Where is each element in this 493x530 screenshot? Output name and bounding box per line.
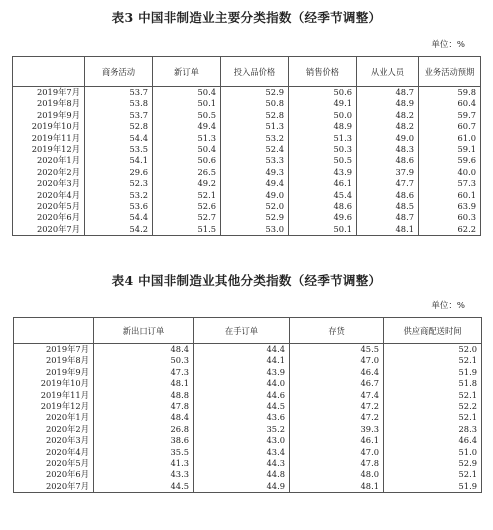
value-cell: 48.9: [289, 121, 357, 132]
table4-header-row: [14, 318, 482, 344]
value-cell: 49.0: [221, 190, 289, 201]
table4-header-cell: 存货: [290, 318, 384, 344]
table4-row: [14, 447, 482, 458]
value-cell: 48.3: [357, 144, 419, 155]
table3-row: [13, 98, 481, 109]
value-cell: 54.4: [85, 133, 153, 144]
value-cell: 43.3: [94, 469, 194, 480]
table3-row: [13, 167, 481, 178]
table3-header-cell: [13, 57, 85, 87]
table4-unit: 单位：%: [431, 301, 465, 311]
table4-header-cell: 新出口订单: [94, 318, 194, 344]
value-cell: 51.9: [384, 481, 482, 493]
value-cell: 50.1: [153, 98, 221, 109]
value-cell: 47.4: [290, 390, 384, 401]
month-cell: 2020年3月: [14, 435, 94, 446]
table4-title: 表4 中国非制造业其他分类指数（经季节调整）: [111, 273, 382, 288]
table3-row: [13, 224, 481, 236]
month-cell: 2019年11月: [14, 390, 94, 401]
value-cell: 52.0: [384, 344, 482, 356]
table4-row: [14, 390, 482, 401]
month-cell: 2019年11月: [13, 133, 85, 144]
value-cell: 48.0: [290, 469, 384, 480]
month-cell: 2020年4月: [14, 447, 94, 458]
value-cell: 51.5: [153, 224, 221, 236]
value-cell: 47.2: [290, 401, 384, 412]
value-cell: 28.3: [384, 424, 482, 435]
value-cell: 48.2: [357, 121, 419, 132]
table3-header-cell: 业务活动预期: [419, 57, 481, 87]
value-cell: 48.8: [94, 390, 194, 401]
month-cell: 2020年7月: [14, 481, 94, 493]
value-cell: 26.5: [153, 167, 221, 178]
value-cell: 53.7: [85, 110, 153, 121]
month-cell: 2019年12月: [14, 401, 94, 412]
value-cell: 48.6: [289, 201, 357, 212]
value-cell: 60.7: [419, 121, 481, 132]
table4: [13, 317, 482, 493]
value-cell: 46.4: [384, 435, 482, 446]
value-cell: 53.5: [85, 144, 153, 155]
value-cell: 49.3: [221, 167, 289, 178]
value-cell: 62.2: [419, 224, 481, 236]
month-cell: 2020年7月: [13, 224, 85, 236]
month-cell: 2020年5月: [13, 201, 85, 212]
month-cell: 2020年2月: [14, 424, 94, 435]
value-cell: 50.3: [289, 144, 357, 155]
value-cell: 44.9: [194, 481, 290, 493]
value-cell: 50.5: [153, 110, 221, 121]
month-cell: 2020年3月: [13, 178, 85, 189]
table4-row: [14, 378, 482, 389]
value-cell: 47.2: [290, 412, 384, 423]
value-cell: 53.3: [221, 155, 289, 166]
value-cell: 52.9: [221, 212, 289, 223]
table4-row: [14, 424, 482, 435]
value-cell: 43.6: [194, 412, 290, 423]
table3-row: [13, 121, 481, 132]
table3-header-cell: 从业人员: [357, 57, 419, 87]
value-cell: 47.7: [357, 178, 419, 189]
value-cell: 50.6: [153, 155, 221, 166]
value-cell: 46.7: [290, 378, 384, 389]
month-cell: 2019年8月: [14, 355, 94, 366]
table4-row: [14, 401, 482, 412]
value-cell: 52.6: [153, 201, 221, 212]
table4-row: [14, 435, 482, 446]
month-cell: 2019年9月: [13, 110, 85, 121]
value-cell: 51.3: [153, 133, 221, 144]
value-cell: 50.3: [94, 355, 194, 366]
month-cell: 2020年6月: [14, 469, 94, 480]
value-cell: 51.9: [384, 367, 482, 378]
value-cell: 43.0: [194, 435, 290, 446]
value-cell: 48.9: [357, 98, 419, 109]
value-cell: 48.4: [94, 344, 194, 356]
table3-header-cell: 商务活动: [85, 57, 153, 87]
value-cell: 59.8: [419, 87, 481, 99]
month-cell: 2019年7月: [14, 344, 94, 356]
table4-row: [14, 367, 482, 378]
value-cell: 52.1: [384, 390, 482, 401]
value-cell: 53.6: [85, 201, 153, 212]
value-cell: 52.0: [221, 201, 289, 212]
value-cell: 50.8: [221, 98, 289, 109]
table3-row: [13, 144, 481, 155]
value-cell: 43.9: [194, 367, 290, 378]
value-cell: 51.8: [384, 378, 482, 389]
table4-row: [14, 355, 482, 366]
value-cell: 52.1: [384, 469, 482, 480]
value-cell: 54.1: [85, 155, 153, 166]
table4-row: [14, 469, 482, 480]
table4-header-cell: 供应商配送时间: [384, 318, 482, 344]
value-cell: 44.0: [194, 378, 290, 389]
value-cell: 50.5: [289, 155, 357, 166]
value-cell: 48.2: [357, 110, 419, 121]
month-cell: 2019年10月: [14, 378, 94, 389]
table3-header-cell: 新订单: [153, 57, 221, 87]
value-cell: 44.6: [194, 390, 290, 401]
table3-row: [13, 155, 481, 166]
value-cell: 48.6: [357, 190, 419, 201]
value-cell: 48.1: [357, 224, 419, 236]
value-cell: 37.9: [357, 167, 419, 178]
value-cell: 53.2: [85, 190, 153, 201]
value-cell: 35.2: [194, 424, 290, 435]
month-cell: 2019年9月: [14, 367, 94, 378]
table3-unit: 单位：%: [431, 40, 465, 50]
value-cell: 59.1: [419, 144, 481, 155]
value-cell: 51.3: [289, 133, 357, 144]
table3-row: [13, 201, 481, 212]
value-cell: 50.1: [289, 224, 357, 236]
value-cell: 51.0: [384, 447, 482, 458]
value-cell: 49.0: [357, 133, 419, 144]
value-cell: 52.1: [384, 355, 482, 366]
value-cell: 47.0: [290, 447, 384, 458]
value-cell: 49.4: [153, 121, 221, 132]
value-cell: 54.4: [85, 212, 153, 223]
value-cell: 41.3: [94, 458, 194, 469]
value-cell: 46.4: [290, 367, 384, 378]
month-cell: 2019年7月: [13, 87, 85, 99]
value-cell: 52.1: [153, 190, 221, 201]
table3-row: [13, 110, 481, 121]
value-cell: 51.3: [221, 121, 289, 132]
value-cell: 43.4: [194, 447, 290, 458]
month-cell: 2020年1月: [14, 412, 94, 423]
value-cell: 26.8: [94, 424, 194, 435]
month-cell: 2020年5月: [14, 458, 94, 469]
value-cell: 44.5: [94, 481, 194, 493]
table3-row: [13, 190, 481, 201]
value-cell: 49.6: [289, 212, 357, 223]
month-cell: 2019年8月: [13, 98, 85, 109]
value-cell: 50.4: [153, 87, 221, 99]
value-cell: 47.3: [94, 367, 194, 378]
value-cell: 54.2: [85, 224, 153, 236]
table3-row: [13, 178, 481, 189]
value-cell: 40.0: [419, 167, 481, 178]
value-cell: 48.7: [357, 212, 419, 223]
table3-header-cell: 销售价格: [289, 57, 357, 87]
value-cell: 61.0: [419, 133, 481, 144]
value-cell: 52.2: [384, 401, 482, 412]
value-cell: 53.2: [221, 133, 289, 144]
value-cell: 48.1: [290, 481, 384, 493]
value-cell: 46.1: [289, 178, 357, 189]
value-cell: 47.8: [290, 458, 384, 469]
value-cell: 35.5: [94, 447, 194, 458]
value-cell: 52.9: [221, 87, 289, 99]
value-cell: 39.3: [290, 424, 384, 435]
value-cell: 43.9: [289, 167, 357, 178]
value-cell: 47.8: [94, 401, 194, 412]
value-cell: 52.8: [85, 121, 153, 132]
table4-header-cell: 在手订单: [194, 318, 290, 344]
value-cell: 44.4: [194, 344, 290, 356]
value-cell: 47.0: [290, 355, 384, 366]
value-cell: 48.5: [357, 201, 419, 212]
value-cell: 45.4: [289, 190, 357, 201]
value-cell: 49.2: [153, 178, 221, 189]
value-cell: 44.3: [194, 458, 290, 469]
table4-row: [14, 412, 482, 423]
value-cell: 45.5: [290, 344, 384, 356]
value-cell: 52.1: [384, 412, 482, 423]
value-cell: 48.4: [94, 412, 194, 423]
value-cell: 38.6: [94, 435, 194, 446]
month-cell: 2020年2月: [13, 167, 85, 178]
table3-header-row: [13, 57, 481, 87]
value-cell: 52.8: [221, 110, 289, 121]
table3-header-cell: 投入品价格: [221, 57, 289, 87]
table4-header-cell: [14, 318, 94, 344]
table3-row: [13, 133, 481, 144]
value-cell: 52.9: [384, 458, 482, 469]
table3-title: 表3 中国非制造业主要分类指数（经季节调整）: [111, 10, 382, 25]
value-cell: 50.6: [289, 87, 357, 99]
value-cell: 48.6: [357, 155, 419, 166]
table3-row: [13, 87, 481, 99]
table4-row: [14, 481, 482, 493]
value-cell: 44.8: [194, 469, 290, 480]
table3-row: [13, 212, 481, 223]
value-cell: 48.1: [94, 378, 194, 389]
value-cell: 59.7: [419, 110, 481, 121]
value-cell: 60.3: [419, 212, 481, 223]
value-cell: 59.6: [419, 155, 481, 166]
table4-row: [14, 458, 482, 469]
value-cell: 50.4: [153, 144, 221, 155]
value-cell: 57.3: [419, 178, 481, 189]
month-cell: 2019年10月: [13, 121, 85, 132]
value-cell: 52.3: [85, 178, 153, 189]
value-cell: 48.7: [357, 87, 419, 99]
month-cell: 2020年4月: [13, 190, 85, 201]
value-cell: 29.6: [85, 167, 153, 178]
value-cell: 60.1: [419, 190, 481, 201]
value-cell: 49.1: [289, 98, 357, 109]
value-cell: 63.9: [419, 201, 481, 212]
value-cell: 52.7: [153, 212, 221, 223]
value-cell: 44.1: [194, 355, 290, 366]
value-cell: 60.4: [419, 98, 481, 109]
value-cell: 49.4: [221, 178, 289, 189]
value-cell: 53.8: [85, 98, 153, 109]
value-cell: 46.1: [290, 435, 384, 446]
value-cell: 44.5: [194, 401, 290, 412]
value-cell: 53.0: [221, 224, 289, 236]
month-cell: 2019年12月: [13, 144, 85, 155]
value-cell: 52.4: [221, 144, 289, 155]
month-cell: 2020年1月: [13, 155, 85, 166]
value-cell: 50.0: [289, 110, 357, 121]
month-cell: 2020年6月: [13, 212, 85, 223]
table4-row: [14, 344, 482, 356]
value-cell: 53.7: [85, 87, 153, 99]
table3: [12, 56, 481, 236]
